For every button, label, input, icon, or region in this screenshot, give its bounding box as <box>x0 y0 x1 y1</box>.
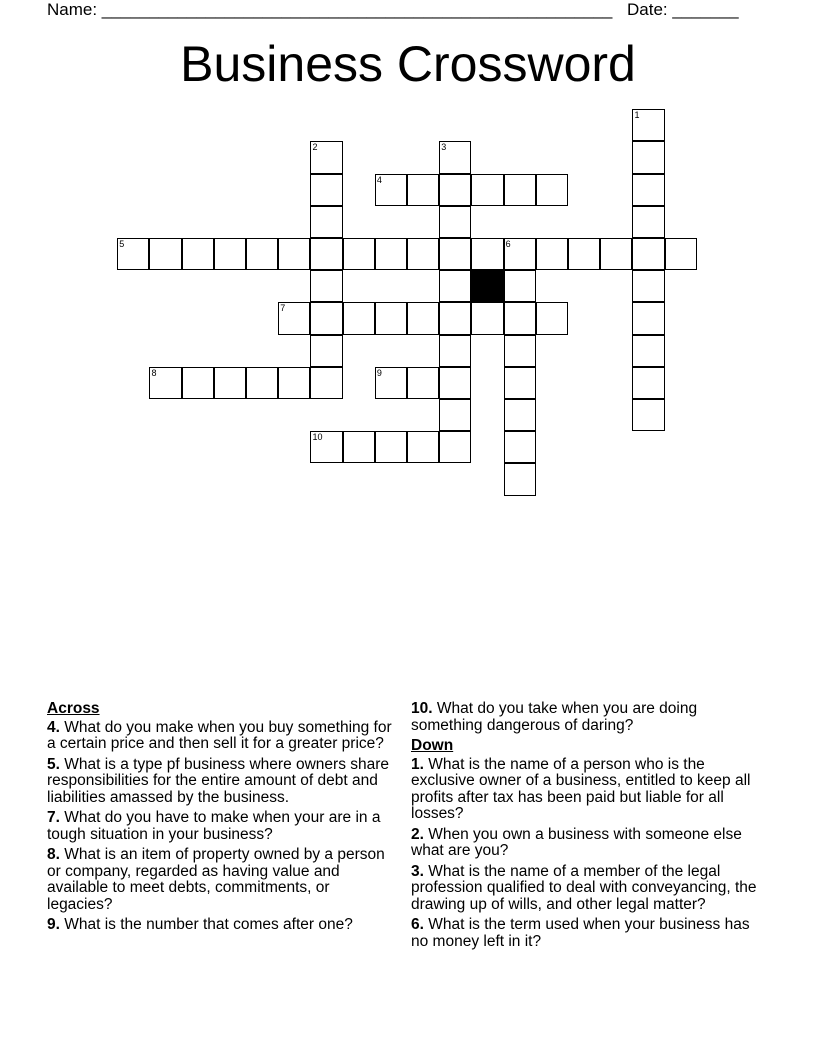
clue-number: 5 <box>119 239 125 250</box>
clue-number: 10 <box>312 432 323 443</box>
grid-cell[interactable] <box>214 238 246 270</box>
grid-cell[interactable] <box>632 206 664 238</box>
grid-cell[interactable] <box>149 367 181 399</box>
grid-cell[interactable] <box>375 174 407 206</box>
grid-cell[interactable] <box>182 238 214 270</box>
grid-cell[interactable] <box>407 174 439 206</box>
grid-cell[interactable] <box>504 238 536 270</box>
grid-cell[interactable] <box>375 238 407 270</box>
grid-cell[interactable] <box>310 302 342 334</box>
clues-left-column <box>47 701 397 938</box>
grid-cell[interactable] <box>504 367 536 399</box>
grid-cell[interactable] <box>439 431 471 463</box>
clue-across-5: 5. What is a type pf business where owners share responsibilities for the entire amount of debt and liabilities amassed by the business. <box>47 755 390 806</box>
grid-cell[interactable] <box>182 367 214 399</box>
clue-across-9: 9. What is the number that comes after one? <box>47 916 353 933</box>
grid-cell[interactable] <box>407 238 439 270</box>
grid-cell[interactable] <box>246 367 278 399</box>
clue-number: 2 <box>312 142 318 153</box>
clue-across-10: 10. What do you take when you are doing something dangerous of daring? <box>411 700 698 734</box>
grid-cell[interactable] <box>632 399 664 431</box>
grid-cell[interactable] <box>310 270 342 302</box>
clue-across-7: 7. What do you have to make when your are in a tough situation in your business? <box>47 809 381 843</box>
clue-across-8: 8. What is an item of property owned by a person or company, regarded as having value and available to meet debts, commitments, or legacies? <box>47 846 385 913</box>
grid-cell[interactable] <box>375 367 407 399</box>
grid-cell[interactable] <box>439 399 471 431</box>
grid-cell[interactable] <box>149 238 181 270</box>
grid-cell[interactable] <box>504 302 536 334</box>
grid-cell[interactable] <box>117 238 149 270</box>
black-cell <box>471 270 503 302</box>
grid-cell[interactable] <box>310 238 342 270</box>
grid-cell[interactable] <box>310 206 342 238</box>
grid-cell[interactable] <box>407 367 439 399</box>
grid-cell[interactable] <box>536 238 568 270</box>
clue-number: 1 <box>634 110 640 121</box>
clue-number: 8 <box>151 367 157 378</box>
grid-cell[interactable] <box>310 174 342 206</box>
grid-cell[interactable] <box>439 335 471 367</box>
clue-number: 4 <box>376 174 382 185</box>
grid-cell[interactable] <box>504 463 536 495</box>
grid-cell[interactable] <box>343 302 375 334</box>
clue-number: 9 <box>376 367 382 378</box>
page-title: Business Crossword <box>180 36 636 92</box>
grid-cell[interactable] <box>471 174 503 206</box>
grid-cell[interactable] <box>504 335 536 367</box>
grid-cell[interactable] <box>504 399 536 431</box>
crossword-grid <box>0 0 816 520</box>
grid-cell[interactable] <box>632 141 664 173</box>
grid-cell[interactable] <box>278 367 310 399</box>
grid-cell[interactable] <box>278 302 310 334</box>
grid-cell[interactable] <box>343 431 375 463</box>
grid-cell[interactable] <box>407 431 439 463</box>
grid-cell[interactable] <box>375 431 407 463</box>
grid-cell[interactable] <box>632 367 664 399</box>
grid-cell[interactable] <box>504 174 536 206</box>
grid-cell[interactable] <box>407 302 439 334</box>
grid-cell[interactable] <box>310 141 342 173</box>
grid-cell[interactable] <box>632 109 664 141</box>
grid-cell[interactable] <box>439 174 471 206</box>
grid-cell[interactable] <box>471 302 503 334</box>
grid-cell[interactable] <box>246 238 278 270</box>
grid-cell[interactable] <box>439 206 471 238</box>
grid-cell[interactable] <box>632 335 664 367</box>
grid-cell[interactable] <box>439 238 471 270</box>
grid-cell[interactable] <box>310 367 342 399</box>
across-heading: Across <box>47 700 100 717</box>
grid-cell[interactable] <box>504 270 536 302</box>
clue-down-6: 6. What is the term used when your business has no money left in it? <box>411 916 750 950</box>
clue-down-3: 3. What is the name of a member of the legal profession qualified to deal with conveyancing, the drawing up of wills, and other legal matter? <box>411 862 757 913</box>
grid-cell[interactable] <box>665 238 697 270</box>
clue-number: 3 <box>441 142 447 153</box>
clue-number: 7 <box>280 303 286 314</box>
clue-down-2: 2. When you own a business with someone else what are you? <box>411 825 742 859</box>
grid-cell[interactable] <box>536 302 568 334</box>
grid-cell[interactable] <box>310 431 342 463</box>
grid-cell[interactable] <box>632 302 664 334</box>
down-heading: Down <box>411 737 454 754</box>
clues-right-column <box>411 701 766 954</box>
grid-cell[interactable] <box>343 238 375 270</box>
grid-cell[interactable] <box>375 302 407 334</box>
grid-cell[interactable] <box>310 335 342 367</box>
grid-cell[interactable] <box>214 367 246 399</box>
grid-cell[interactable] <box>632 174 664 206</box>
clue-across-4: 4. What do you make when you buy something for a certain price and then sell it for a greater price? <box>47 718 392 752</box>
grid-cell[interactable] <box>632 270 664 302</box>
grid-cell[interactable] <box>278 238 310 270</box>
grid-cell[interactable] <box>600 238 632 270</box>
clue-down-1: 1. What is the name of a person who is the exclusive owner of a business, entitled to keep all profits after tax has been paid but liable for all losses? <box>411 755 751 822</box>
grid-cell[interactable] <box>632 238 664 270</box>
grid-cell[interactable] <box>439 367 471 399</box>
grid-cell[interactable] <box>504 431 536 463</box>
clue-number: 6 <box>505 239 511 250</box>
grid-cell[interactable] <box>439 141 471 173</box>
grid-cell[interactable] <box>439 302 471 334</box>
grid-cell[interactable] <box>568 238 600 270</box>
name-field: Name: ______________________________________________________ <box>47 0 613 19</box>
grid-cell[interactable] <box>471 238 503 270</box>
date-field: Date: _______ <box>627 0 739 19</box>
grid-cell[interactable] <box>439 270 471 302</box>
grid-cell[interactable] <box>536 174 568 206</box>
